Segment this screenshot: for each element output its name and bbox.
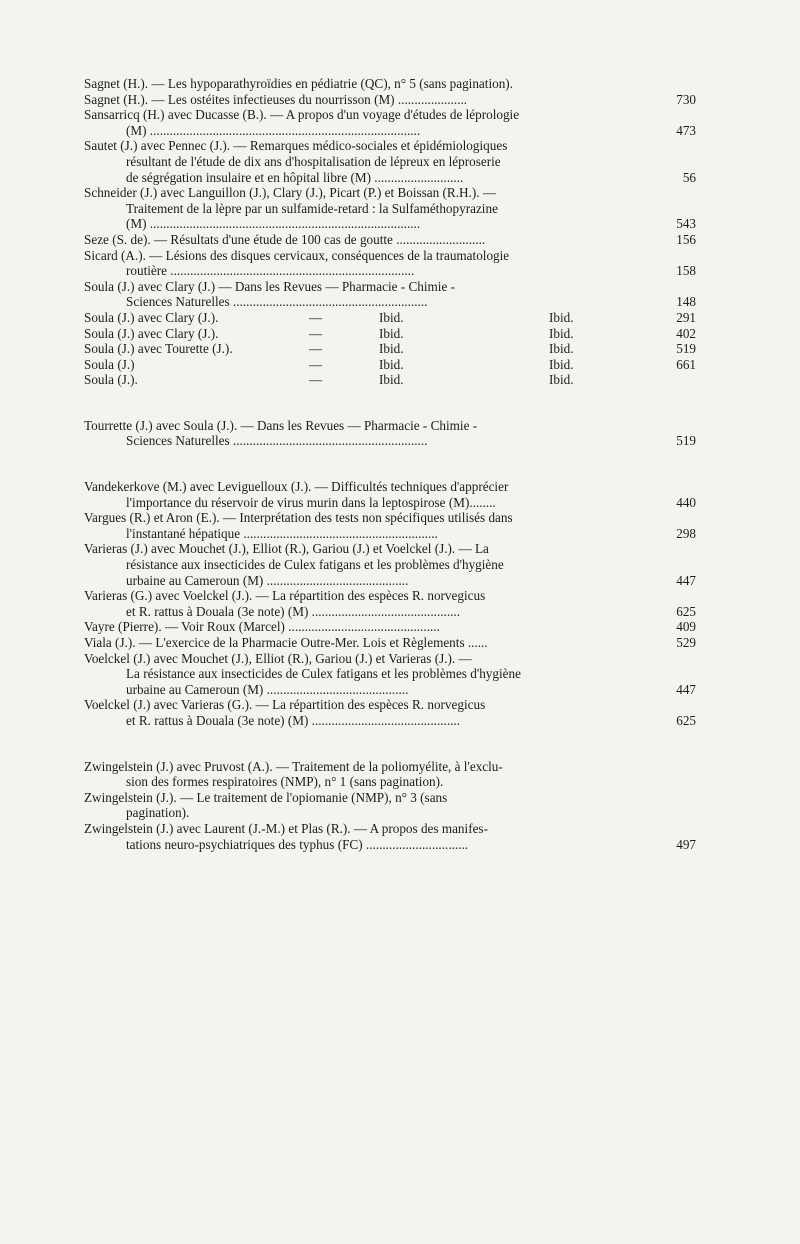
entry-sautet (84, 138, 696, 185)
entry-text: Schneider (J.) avec Languillon (J.), Clary (J.), Picart (P.) et Boissan (R.H.). — (84, 185, 497, 201)
entry-text: Sagnet (H.). — Les hypoparathyroïdies en pédiatrie (QC), n° 5 (sans pagination). (84, 76, 513, 91)
soula-ibid-table (84, 310, 696, 388)
page-number: 447 (676, 572, 696, 588)
entry-text-cont: Sciences Naturelles ........................................................... (126, 433, 428, 449)
page-number: 661 (676, 356, 696, 372)
dash-cell: — (309, 309, 323, 325)
entry-text: Vayre (Pierre). — Voir Roux (Marcel) .............................................. (84, 619, 440, 635)
entry-text-cont: l'importance du réservoir de virus murin dans la leptospirose (M)........ (126, 494, 496, 510)
dash-cell: — (309, 341, 323, 357)
entry-varieras-g (84, 588, 696, 619)
entry-text: Sansarricq (H.) avec Ducasse (B.). — A propos d'un voyage d'études de léprologie (84, 107, 520, 123)
entry-viala (84, 635, 696, 651)
entry-text: Zwingelstein (J.). — Le traitement de l'opiomanie (NMP), n° 3 (sans (84, 789, 448, 805)
page-number: 158 (676, 263, 696, 279)
entry-text: Zwingelstein (J.) avec Pruvost (A.). — Traitement de la poliomyélite, à l'exclu- (84, 758, 503, 774)
entry-text-cont: et R. rattus à Douala (3e note) (M) ............................................. (126, 603, 461, 619)
page-number: 529 (676, 635, 696, 650)
page-number: 291 (676, 309, 696, 325)
page-number: 730 (676, 91, 696, 107)
entry-sagnet-2 (84, 92, 696, 108)
page-number: 519 (676, 341, 696, 357)
dash-cell: — (309, 356, 323, 372)
entry-zwingelstein-3 (84, 821, 696, 852)
ibid-cell: Ibid. (379, 341, 404, 357)
group-v (84, 479, 696, 729)
entry-text-cont: résultant de l'étude de dix ans d'hospitalisation de lépreux en léproserie (126, 153, 501, 169)
entry-varieras-j (84, 541, 696, 588)
ibid-cell: Ibid. (549, 372, 574, 388)
entry-text: Soula (J.) avec Clary (J.) — Dans les Revues — Pharmacie - Chimie - (84, 278, 455, 294)
entry-sansarricq (84, 107, 696, 138)
entry-vandekerkove (84, 479, 696, 510)
dash-cell: — (309, 372, 323, 388)
entry-text-cont: l'instantané hépatique ........................................................... (126, 525, 438, 541)
group-z (84, 759, 696, 853)
ibid-cell: Ibid. (549, 341, 574, 357)
entry-text-cont: pagination). (126, 805, 190, 821)
entry-text: Voelckel (J.) avec Mouchet (J.), Elliot (R.), Gariou (J.) et Varieras (J.). — (84, 650, 472, 666)
author-cell: Soula (J.). (84, 372, 138, 388)
author-cell: Soula (J.) avec Clary (J.). (84, 309, 219, 325)
page-number: 543 (676, 216, 696, 232)
group-t (84, 418, 696, 449)
entry-text-cont: tations neuro-psychiatriques des typhus (FC) ............................... (126, 836, 469, 852)
table-row (84, 341, 696, 357)
entry-text-cont: routière .......................................................................... (126, 263, 415, 279)
entry-text-cont: résistance aux insecticides de Culex fatigans et les problèmes d'hygiène (126, 557, 504, 573)
entry-zwingelstein-2 (84, 790, 696, 821)
author-cell: Soula (J.) avec Tourette (J.). (84, 341, 233, 357)
entry-text-cont: urbaine au Cameroun (M) ........................................... (126, 572, 409, 588)
ibid-cell: Ibid. (379, 309, 404, 325)
entry-text-cont: (M) .................................................................................. (126, 216, 421, 232)
entry-tourrette (84, 418, 696, 449)
entry-seze (84, 232, 696, 248)
entry-text: Voelckel (J.) avec Varieras (G.). — La répartition des espèces R. norvegicus (84, 697, 486, 713)
table-row (84, 357, 696, 373)
ibid-cell: Ibid. (549, 356, 574, 372)
entry-schneider (84, 185, 696, 232)
page-number: 497 (676, 836, 696, 852)
entry-text: Vargues (R.) et Aron (E.). — Interprétation des tests non spécifiques utilisés dans (84, 510, 513, 526)
group-s (84, 76, 696, 388)
page-number: 409 (676, 619, 696, 635)
group-separator (84, 729, 696, 759)
ibid-cell: Ibid. (379, 372, 404, 388)
dash-cell: — (309, 325, 323, 341)
entry-text: Viala (J.). — L'exercice de la Pharmacie Outre-Mer. Lois et Règlements ...... (84, 635, 488, 650)
entry-text: Vandekerkove (M.) avec Leviguelloux (J.). — Difficultés techniques d'apprécier (84, 479, 509, 495)
page-number: 148 (676, 294, 696, 310)
entry-voelckel-1 (84, 651, 696, 698)
entry-vayre (84, 619, 696, 635)
entry-text-cont: La résistance aux insecticides de Culex fatigans et les problèmes d'hygiène (126, 666, 521, 682)
table-row (84, 326, 696, 342)
entry-voelckel-2 (84, 697, 696, 728)
entry-text-cont: urbaine au Cameroun (M) ........................................... (126, 681, 409, 697)
entry-text: Sautet (J.) avec Pennec (J.). — Remarques médico-sociales et épidémiologiques (84, 138, 508, 154)
entry-sicard (84, 248, 696, 279)
entry-soula-1 (84, 279, 696, 310)
entry-sagnet-1 (84, 76, 696, 92)
author-cell: Soula (J.) avec Clary (J.). (84, 325, 219, 341)
page-number: 298 (676, 525, 696, 541)
entry-text: Sagnet (H.). — Les ostéites infectieuses du nourrisson (M) ..................... (84, 91, 468, 107)
group-separator (84, 388, 696, 418)
entry-text-cont: de ségrégation insulaire et en hôpital libre (M) ........................... (126, 169, 464, 185)
author-cell: Soula (J.) (84, 356, 135, 372)
entry-text: Zwingelstein (J.) avec Laurent (J.-M.) et Plas (R.). — A propos des manifes- (84, 820, 488, 836)
entry-text-cont: et R. rattus à Douala (3e note) (M) ............................................. (126, 712, 461, 728)
entry-text: Seze (S. de). — Résultats d'une étude de 100 cas de goutte ........................... (84, 231, 486, 247)
entry-text-cont: sion des formes respiratoires (NMP), n° 1 (sans pagination). (126, 774, 444, 790)
ibid-cell: Ibid. (549, 309, 574, 325)
ibid-cell: Ibid. (379, 325, 404, 341)
page-number (654, 372, 696, 388)
ibid-cell: Ibid. (549, 325, 574, 341)
page-number: 402 (676, 325, 696, 341)
index-column (84, 76, 696, 852)
entry-text: Sicard (A.). — Lésions des disques cervicaux, conséquences de la traumatologie (84, 247, 510, 263)
entry-zwingelstein-1 (84, 759, 696, 790)
table-row (84, 372, 696, 388)
page-number: 625 (676, 712, 696, 728)
entry-vargues (84, 510, 696, 541)
ibid-cell: Ibid. (379, 356, 404, 372)
entry-text: Varieras (J.) avec Mouchet (J.), Elliot (R.), Gariou (J.) et Voelckel (J.). — La (84, 541, 489, 557)
group-separator (84, 449, 696, 479)
page-number: 473 (676, 122, 696, 138)
entry-text-cont: Sciences Naturelles ........................................................... (126, 294, 428, 310)
entry-text: Tourrette (J.) avec Soula (J.). — Dans les Revues — Pharmacie - Chimie - (84, 417, 478, 433)
page-number: 440 (676, 494, 696, 510)
page-number: 156 (676, 231, 696, 247)
entry-text-cont: Traitement de la lèpre par un sulfamide-retard : la Sulfaméthopyrazine (126, 200, 498, 216)
page-number: 519 (676, 433, 696, 449)
entry-text: Varieras (G.) avec Voelckel (J.). — La répartition des espèces R. norvegicus (84, 588, 486, 604)
page-number: 625 (676, 603, 696, 619)
entry-text-cont: (M) .................................................................................. (126, 122, 421, 138)
page-number: 56 (682, 169, 696, 185)
page-number: 447 (676, 681, 696, 697)
table-row (84, 310, 696, 326)
